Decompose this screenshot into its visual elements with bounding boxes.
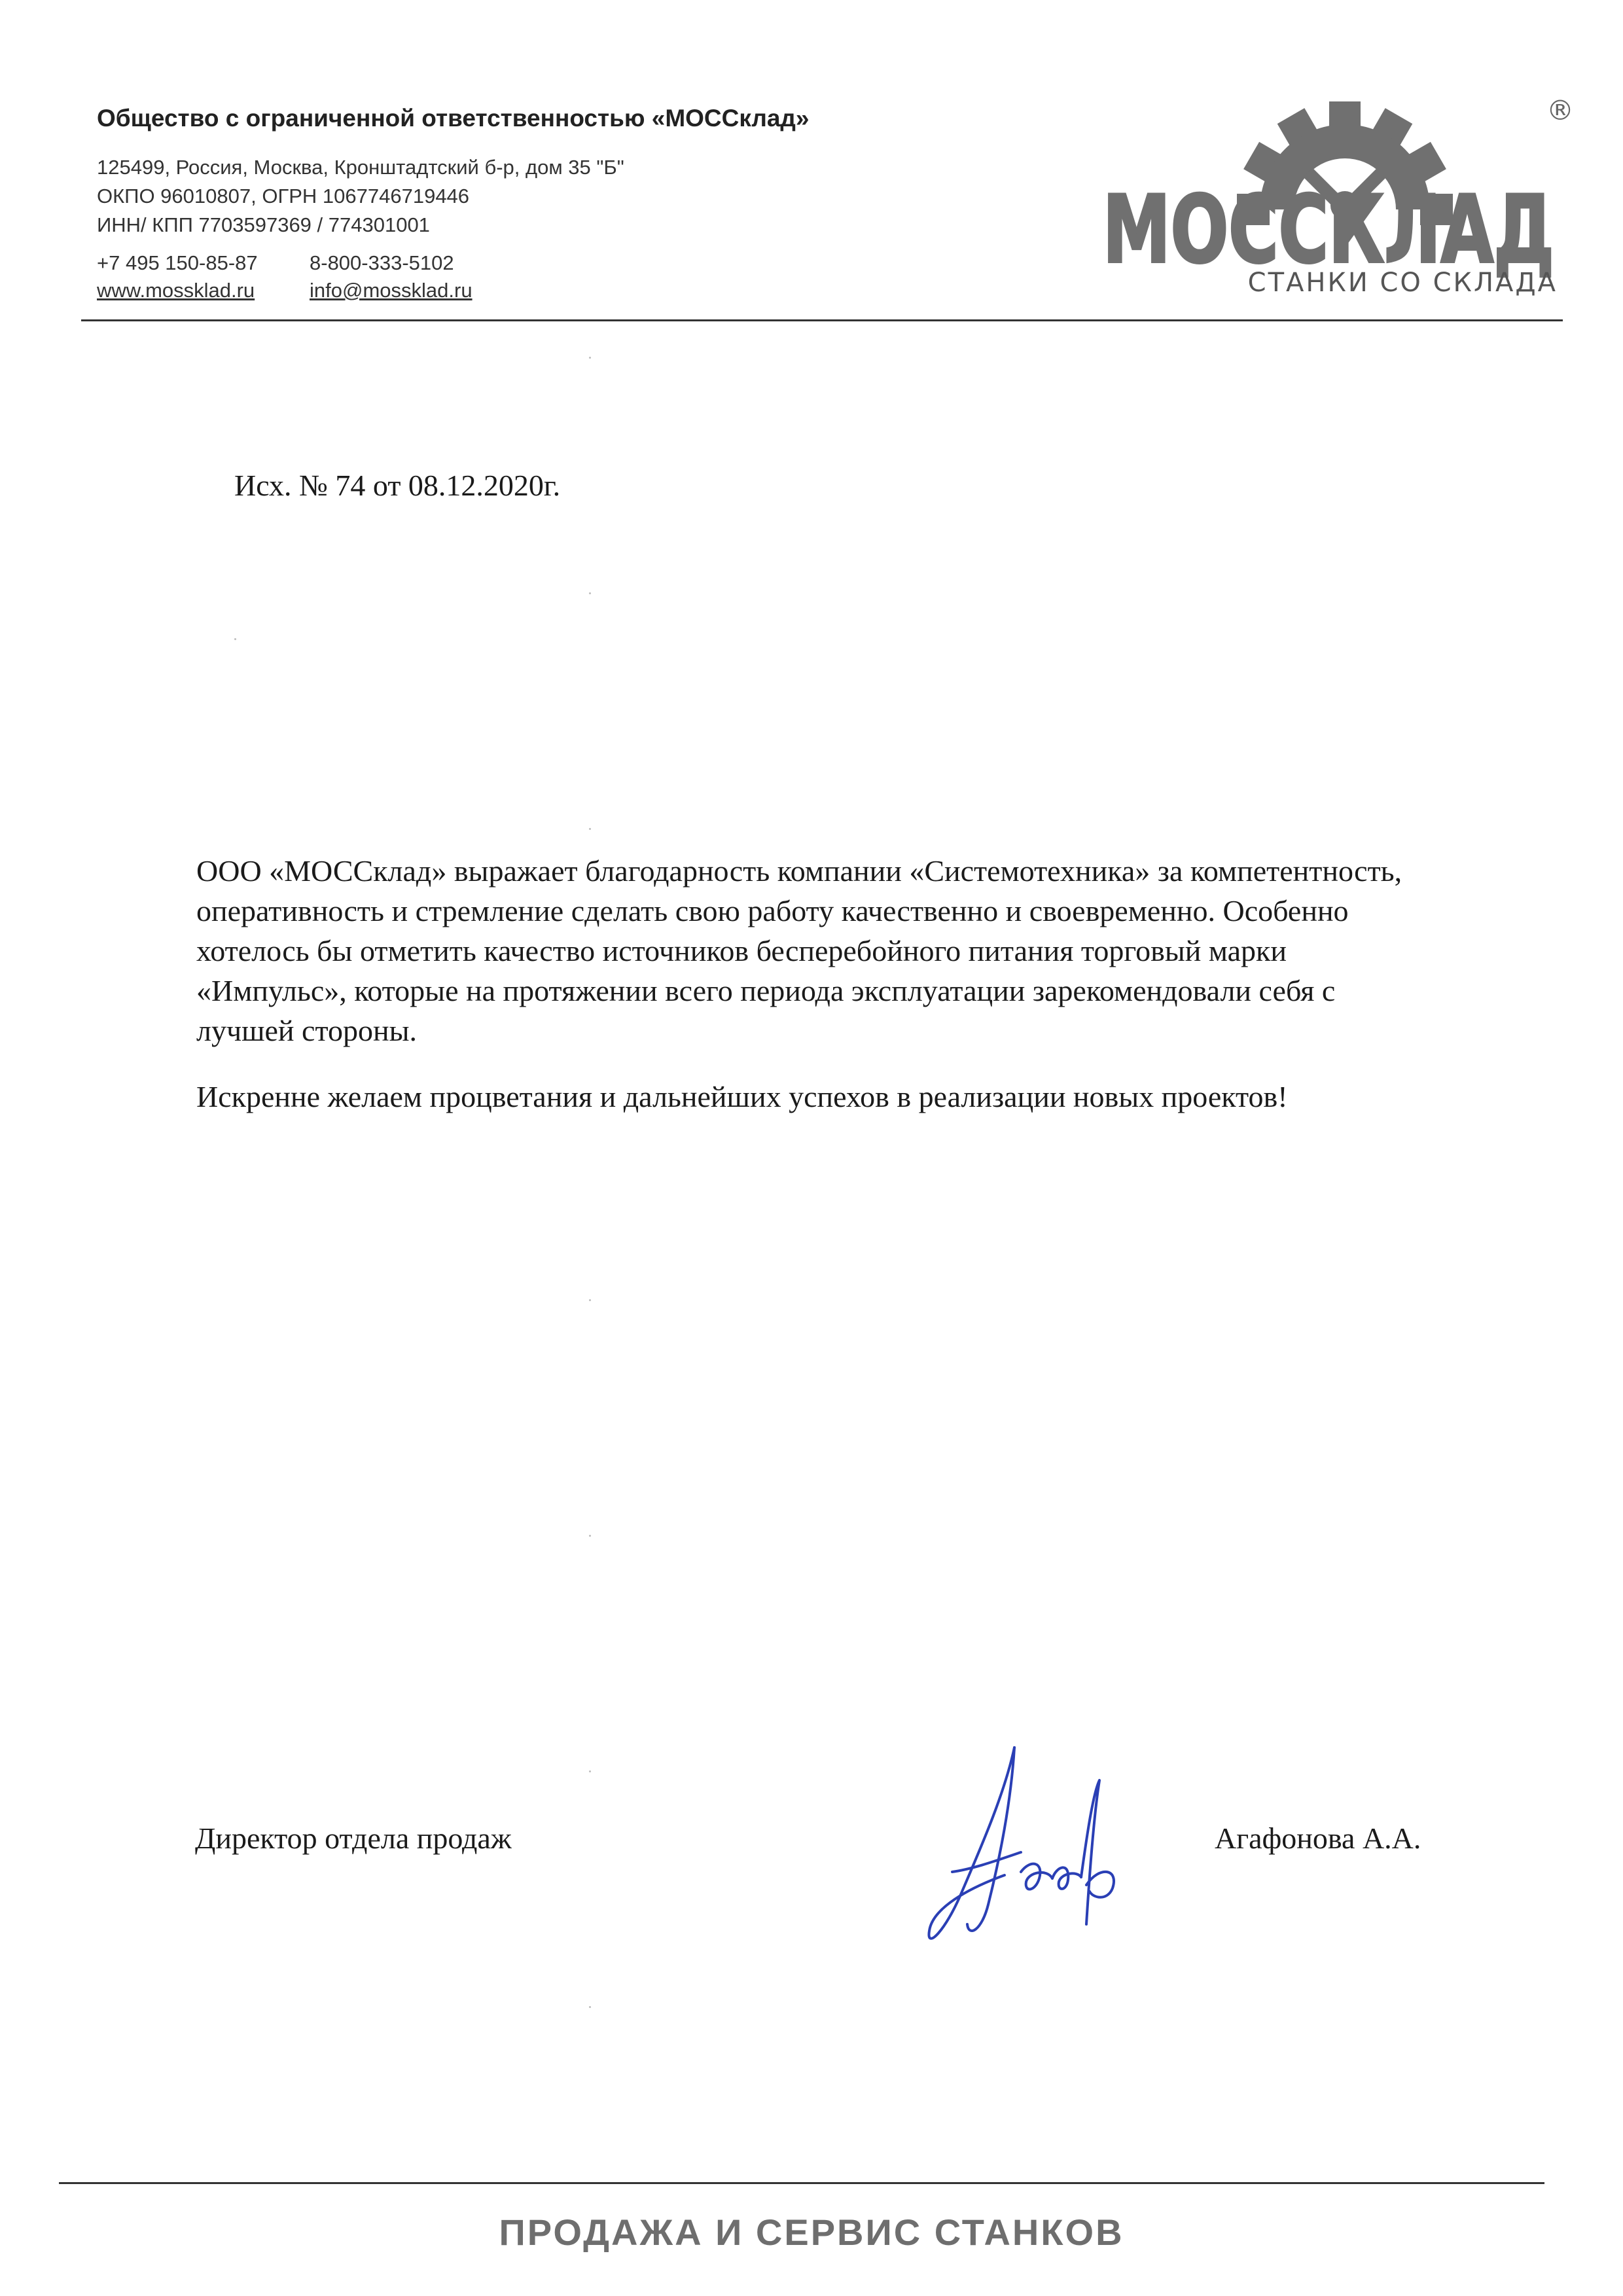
logo-tagline: СТАНКИ СО СКЛАДА (1247, 268, 1558, 298)
scan-dot (589, 1770, 591, 1772)
paragraph-gratitude (196, 851, 1544, 1050)
company-logo (1037, 94, 1574, 314)
phone-primary: +7 495 150-85-87 (97, 251, 258, 274)
paragraph-line: «Импульс», которые на протяжении всего периода эксплуатации зарекомендовали себя с (196, 974, 1336, 1007)
footer-divider (59, 2182, 1544, 2184)
outgoing-reference: Исх. № 74 от 08.12.2020г. (234, 469, 561, 502)
scan-dot (589, 1299, 591, 1301)
scan-dot (589, 2006, 591, 2008)
scan-dot (589, 357, 591, 359)
email-link[interactable]: info@mossklad.ru (310, 279, 473, 302)
scan-dot (589, 592, 591, 594)
logo-wordmark: МОССКЛАД (1103, 176, 1554, 284)
scan-dot (589, 828, 591, 830)
signatory-title: Директор отдела продаж (195, 1821, 512, 1855)
signatory-name: Агафонова А.А. (1215, 1821, 1421, 1855)
header-divider (81, 319, 1563, 321)
company-okpo-ogrn: ОКПО 96010807, ОГРН 1067746719446 (97, 185, 470, 207)
company-name: Общество с ограниченной ответственностью «МОССклад» (97, 105, 810, 132)
footer-slogan: ПРОДАЖА И СЕРВИС СТАНКОВ (499, 2212, 1124, 2253)
paragraph-line: оперативность и стремление сделать свою работу качественно и своевременно. Особенно (196, 894, 1349, 927)
letter-body (196, 851, 1544, 1117)
paragraph-wishes: Искренне желаем процветания и дальнейших успехов в реализации новых проектов! (196, 1080, 1288, 1113)
company-address: 125499, Россия, Москва, Кронштадтский б-р, дом 35 "Б" (97, 156, 624, 179)
website-link[interactable]: www.mossklad.ru (97, 279, 255, 302)
company-inn-kpp: ИНН/ КПП 7703597369 / 774301001 (97, 213, 430, 236)
phone-toll-free: 8-800-333-5102 (310, 251, 454, 274)
scan-dot (589, 1535, 591, 1537)
paragraph-line: ООО «МОССклад» выражает благодарность компании «Системотехника» за компетентность, (196, 854, 1402, 888)
paragraph-line: лучшей стороны. (196, 1014, 417, 1047)
paragraph-line: хотелось бы отметить качество источников бесперебойного питания торговый марки (196, 934, 1287, 967)
scan-dot (234, 638, 236, 640)
handwritten-signature (890, 1734, 1139, 1977)
registered-mark: ® (1546, 94, 1574, 126)
